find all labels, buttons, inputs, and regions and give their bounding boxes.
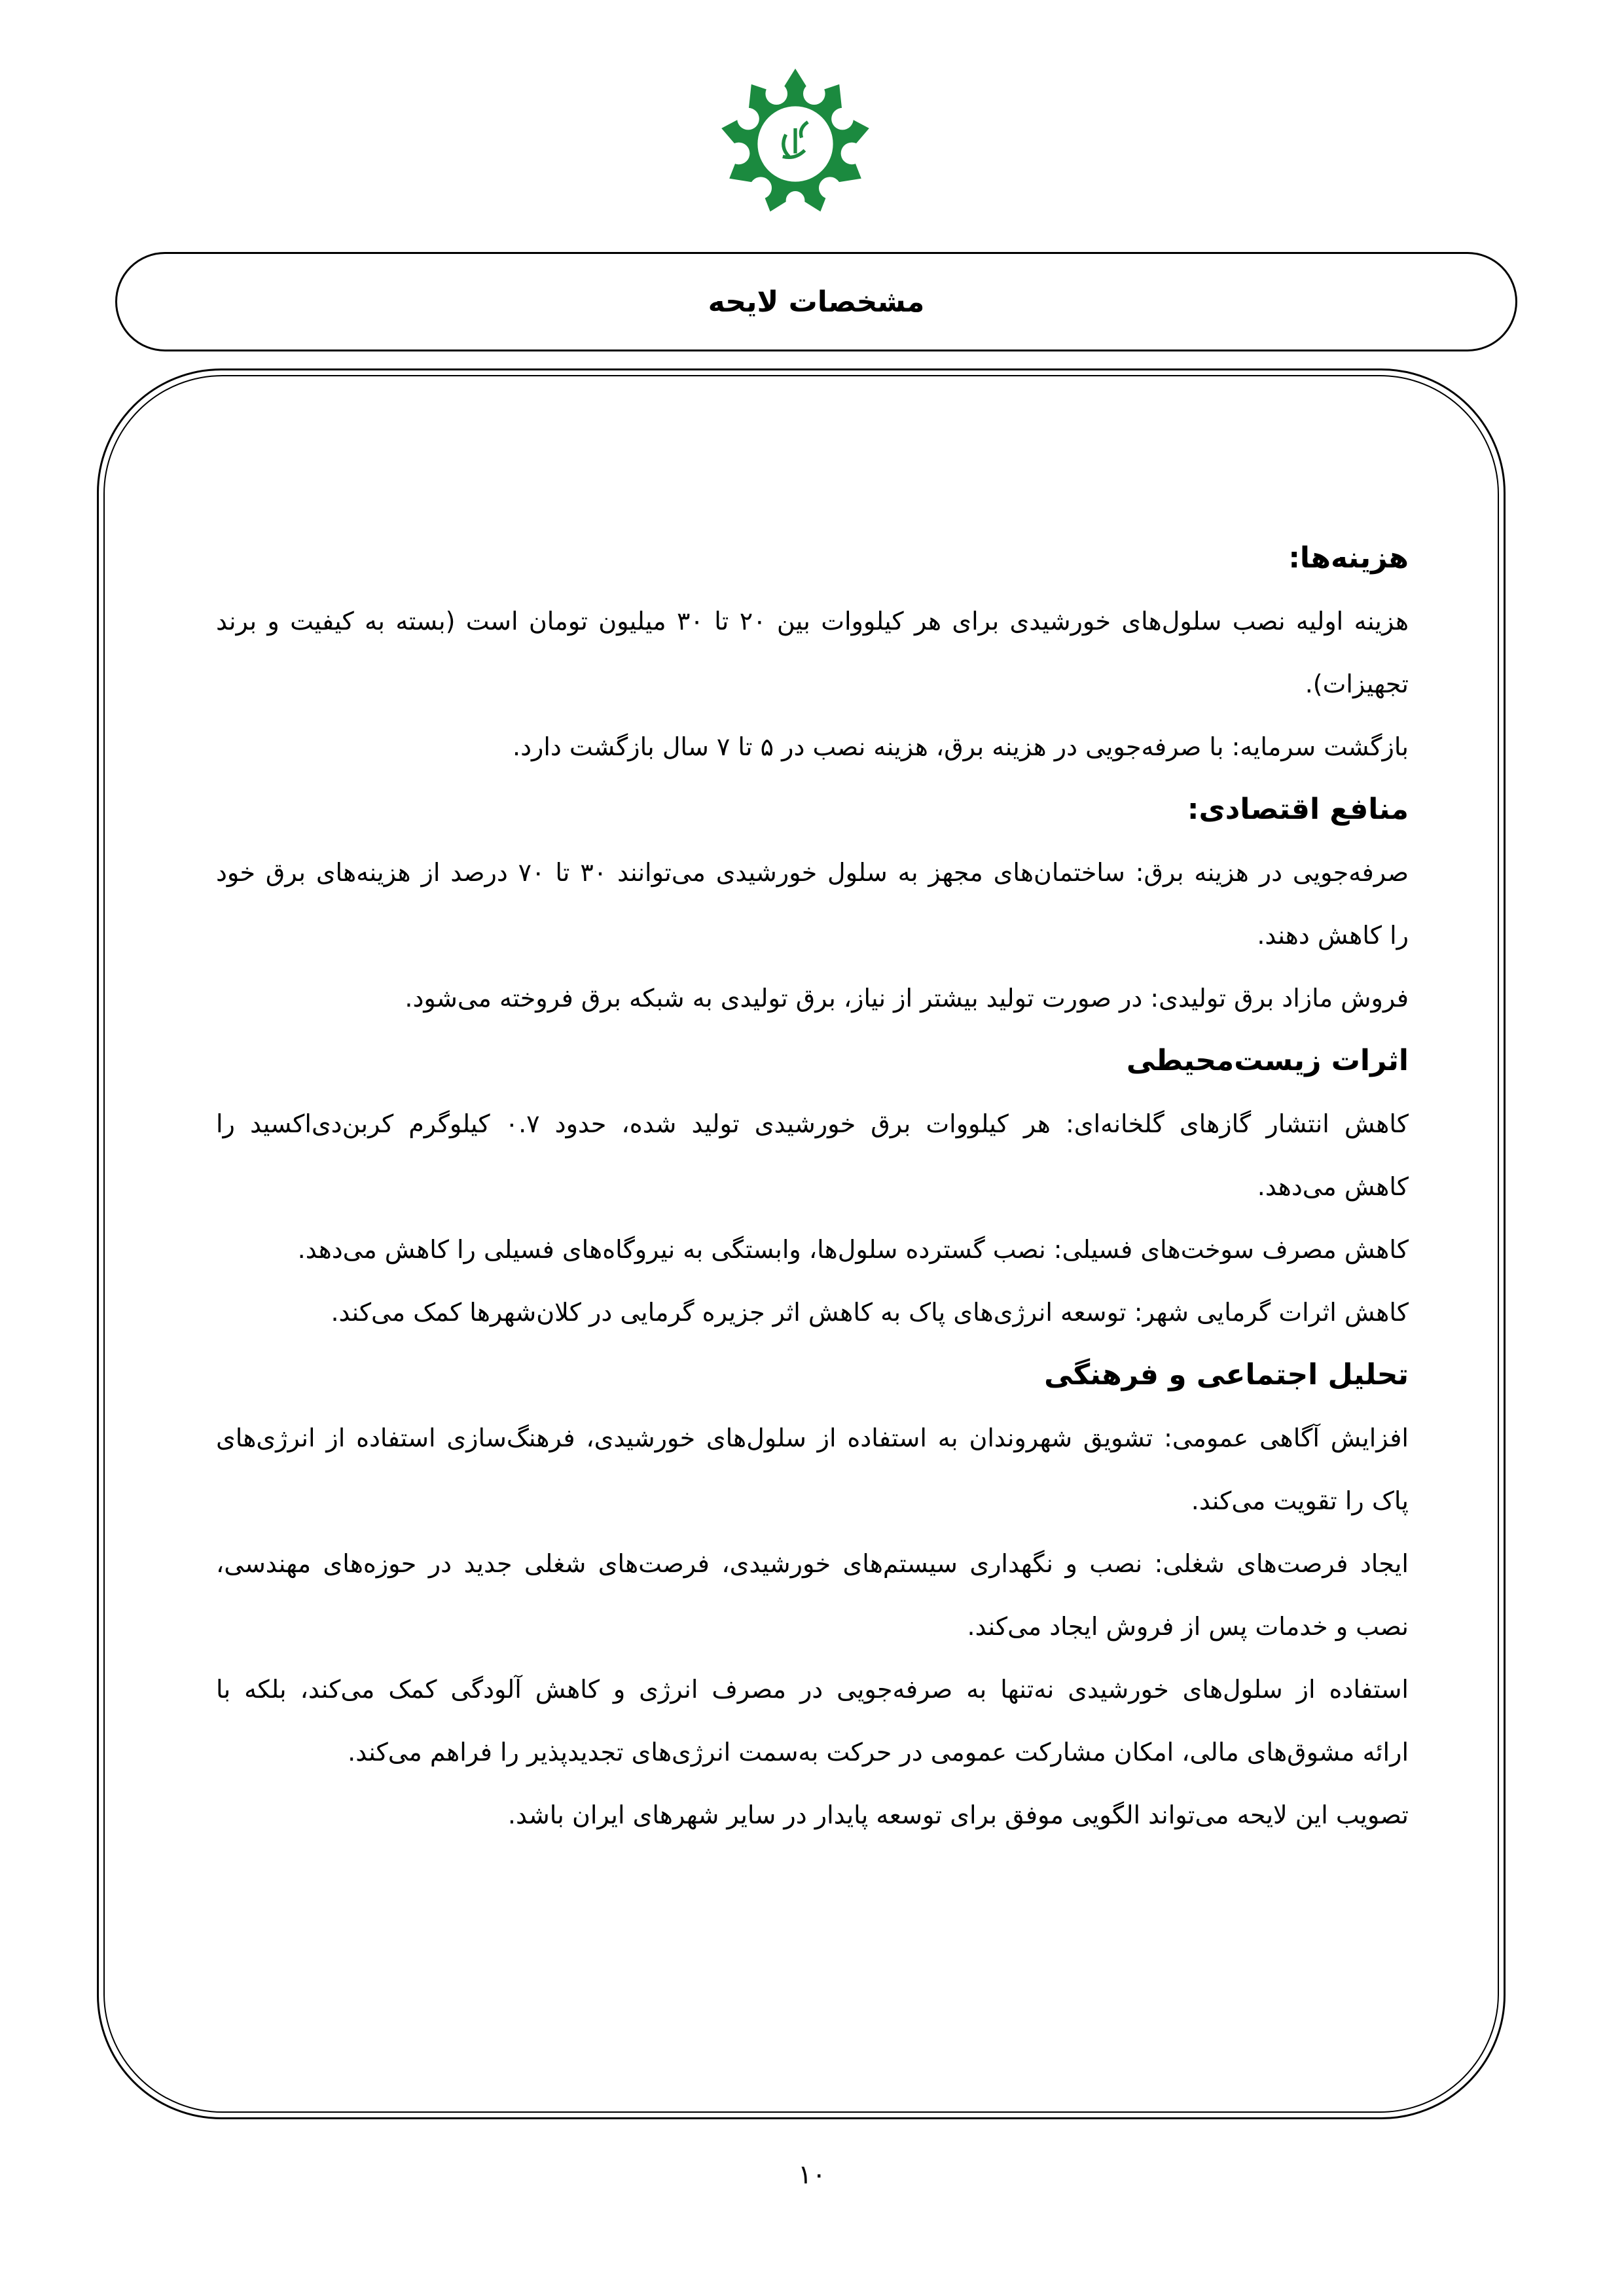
- title-box: [115, 252, 1517, 351]
- paragraph-line: تصویب این لایحه می‌تواند الگویی موفق برای توسعه پایدار در سایر شهرهای ایران باشد.: [507, 1801, 1409, 1829]
- section-heading-economic-benefits: منافع اقتصادی:: [1187, 793, 1409, 826]
- paragraph-line: هزینه اولیه نصب سلول‌های خورشیدی برای هر کیلووات بین ۲۰ تا ۳۰ میلیون تومان است (بسته به کیفیت و برند: [216, 607, 1409, 636]
- page-number: ۱۰: [798, 2160, 826, 2190]
- paragraph-line: نصب و خدمات پس از فروش ایجاد می‌کند.: [967, 1612, 1409, 1641]
- content-body: [216, 527, 1409, 1846]
- paragraph-line: صرفه‌جویی در هزینه برق: ساختمان‌های مجهز به سلول خورشیدی می‌توانند ۳۰ تا ۷۰ درصد از هزینه‌های برق خود: [216, 858, 1409, 887]
- tehran-city-council-logo: [717, 65, 874, 223]
- paragraph-line: کاهش اثرات گرمایی شهر: توسعه انرژی‌های پاک به کاهش اثر جزیره گرمایی در کلان‌شهرها کمک می‌کند.: [331, 1298, 1409, 1327]
- document-title: مشخصات لایحه: [708, 285, 925, 319]
- paragraph-line: ایجاد فرصت‌های شغلی: نصب و نگهداری سیستم‌های خورشیدی، فرصت‌های شغلی جدید در حوزه‌های مهندسی،: [216, 1549, 1409, 1578]
- paragraph-line: استفاده از سلول‌های خورشیدی نه‌تنها به صرفه‌جویی در مصرف انرژی و کاهش آلودگی کمک می‌کند، بلکه با: [216, 1675, 1409, 1704]
- paragraph-line: کاهش انتشار گازهای گلخانه‌ای: هر کیلووات برق خورشیدی تولید شده، حدود ۰.۷ کیلوگرم کربن‌دی‌اکسید را: [216, 1109, 1409, 1138]
- section-heading-costs: هزینه‌ها:: [1288, 541, 1409, 575]
- paragraph-line: پاک را تقویت می‌کند.: [1191, 1486, 1409, 1515]
- paragraph-line: ارائه مشوق‌های مالی، امکان مشارکت عمومی در حرکت به‌سمت انرژی‌های تجدیدپذیر را فراهم می‌کند.: [348, 1738, 1409, 1767]
- section-heading-environmental: اثرات زیست‌محیطی: [1126, 1044, 1409, 1077]
- paragraph-line: تجهیزات).: [1305, 670, 1409, 698]
- paragraph-line: کاهش مصرف سوخت‌های فسیلی: نصب گسترده سلول‌ها، وابستگی به نیروگاه‌های فسیلی را کاهش می‌دهد.: [297, 1235, 1409, 1264]
- paragraph-line: بازگشت سرمایه: با صرفه‌جویی در هزینه برق، هزینه نصب در ۵ تا ۷ سال بازگشت دارد.: [513, 732, 1409, 761]
- paragraph-line: را کاهش دهند.: [1257, 921, 1409, 950]
- paragraph-line: افزایش آگاهی عمومی: تشویق شهروندان به استفاده از سلول‌های خورشیدی، فرهنگ‌سازی استفاده از انرژی‌های: [216, 1424, 1409, 1452]
- paragraph-line: فروش مازاد برق تولیدی: در صورت تولید بیشتر از نیاز، برق تولیدی به شبکه برق فروخته می‌شود.: [405, 984, 1409, 1013]
- section-heading-social-cultural: تحلیل اجتماعی و فرهنگی: [1044, 1358, 1409, 1391]
- paragraph-line: کاهش می‌دهد.: [1257, 1172, 1409, 1201]
